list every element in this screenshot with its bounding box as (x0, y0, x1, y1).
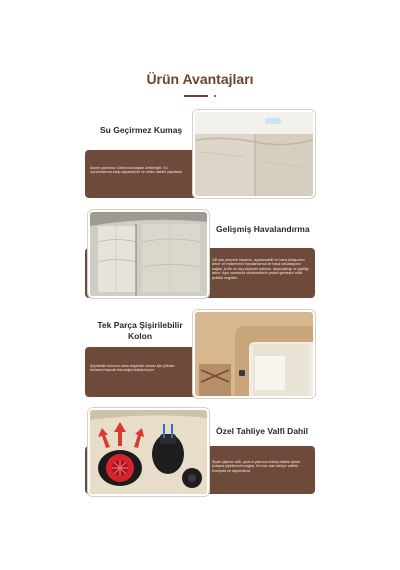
feature-title: Tek Parça Şişirilebilir Kolon (97, 320, 183, 341)
valve-photo (88, 408, 209, 496)
page-title: Ürün Avantajları (146, 71, 254, 87)
tent-window-photo (88, 210, 209, 298)
feature-title: Su Geçirmez Kumaş (100, 125, 183, 135)
feature-description: Çift yan pencere tasarımı, ayarlanabilir ve hava dolaşımını artırır ve mükemmel havalandırma ile hava sirkülasyonu sağlar. İç file ve dış polyester katman, dayanıklılığı ve gizliliği artırır. Aynı zamanda sivrisineklerin çadıra girmesini etkili şekilde engeller. (212, 258, 309, 280)
inflatable-column-photo (193, 310, 315, 398)
feature-description: Siyah şişirme valfi, çadırın yalnızca birkaç dakika içinde kolayca şişirilmesini sağlar. Kırmızı olan tahliye valfidir. Kompakt ve dayanıklıdır. (212, 460, 301, 473)
tent-fabric-photo (193, 110, 315, 198)
feature-description: Şişme çadırımız Oxford kumaştan üretilmiştir. Su sıçramalarına karşı dayanıklıdır ve nefes alabilir yapıdadır. (90, 166, 183, 175)
title-divider (184, 95, 208, 97)
feature-title: Gelişmiş Havalandırma (216, 224, 310, 234)
feature-title: Özel Tahliye Valfi Dahil (216, 426, 308, 436)
feature-description: Şişirilebilir kolonun daha dayanıklı olması için yüksek frekanslı kaynak teknolojisi kullanılmıştır. (90, 364, 175, 373)
title-dot (214, 95, 216, 97)
